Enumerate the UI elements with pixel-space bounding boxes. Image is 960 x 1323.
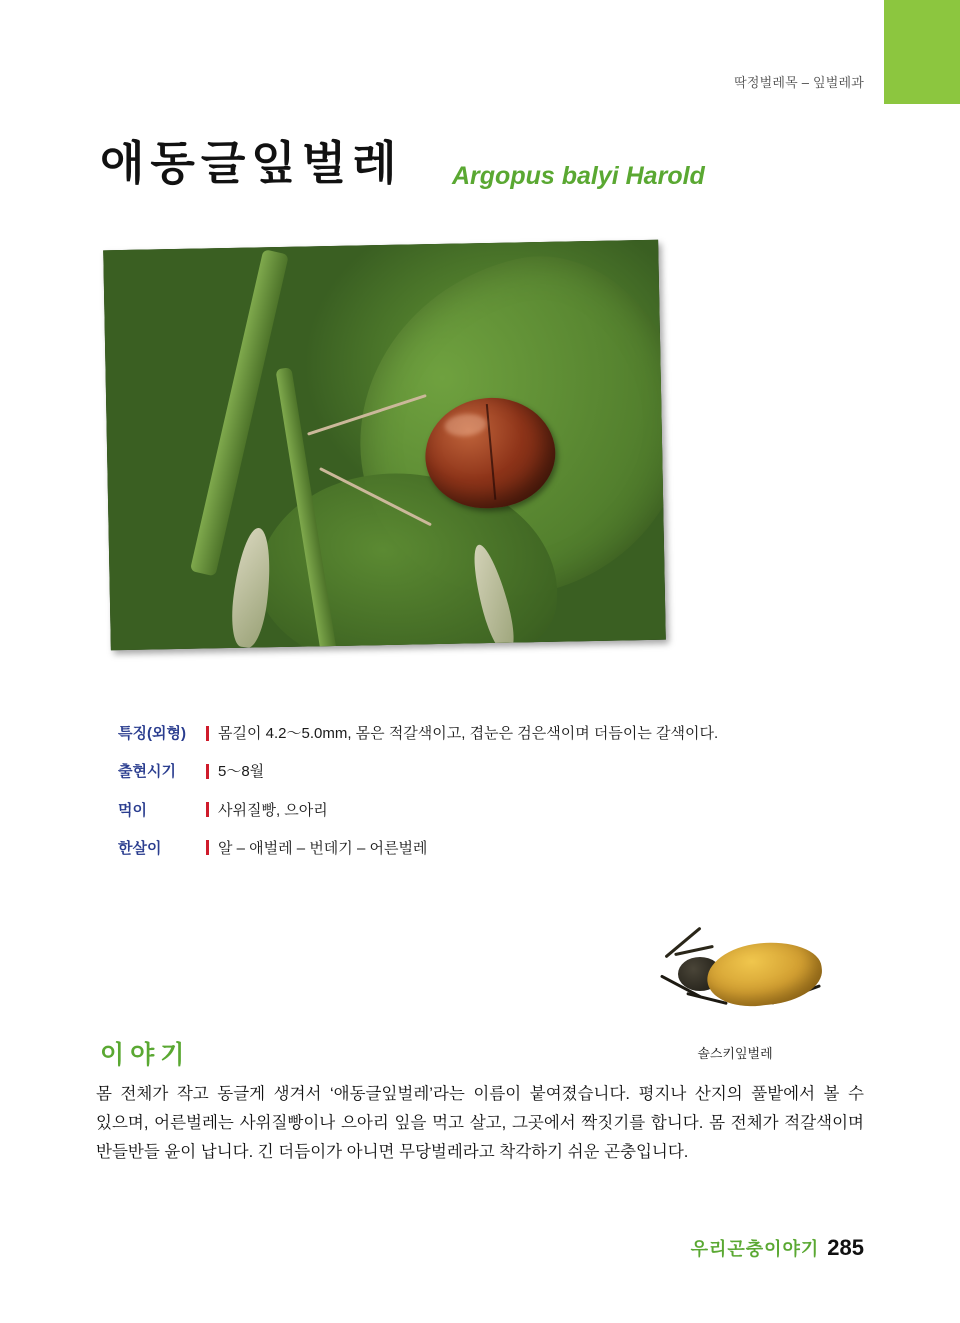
spec-value: 몸길이 4.2〜5.0mm, 몸은 적갈색이고, 겹눈은 검은색이며 더듬이는 갈색이다. (218, 725, 719, 742)
spec-list (118, 722, 918, 875)
title-scientific-name: Argopus balyi Harold (452, 162, 705, 190)
spec-value: 사위질빵, 으아리 (218, 801, 328, 819)
elytra-seam (486, 404, 497, 500)
footer-logo: 우리곤충이야기 (690, 1239, 820, 1259)
spec-row (118, 799, 918, 821)
spec-divider (206, 802, 209, 817)
shell-highlight (444, 412, 488, 438)
spec-value: 알 – 애벌레 – 번데기 – 어른벌레 (218, 839, 428, 857)
spec-label: 출현시기 (118, 763, 176, 781)
spec-value: 5〜8월 (218, 763, 265, 781)
spec-row (118, 760, 918, 782)
title-korean: 애동글잎벌레 (100, 137, 403, 189)
main-photo (103, 240, 666, 651)
secondary-photo (610, 905, 860, 1061)
secondary-photo-caption: 솔스키잎벌레 (697, 1046, 773, 1061)
secondary-beetle (652, 935, 822, 1015)
spec-row (118, 722, 918, 744)
page-title (100, 137, 880, 210)
spec-label: 한살이 (118, 839, 162, 857)
spec-row (118, 837, 918, 859)
header-color-tab (884, 0, 960, 104)
page-number: 285 (827, 1235, 864, 1260)
page-footer (691, 1235, 864, 1261)
story-heading: 이야기 (100, 1041, 191, 1069)
story-body: 몸 전체가 작고 동글게 생겨서 ‘애동글잎벌레’라는 이름이 붙여졌습니다. 평지나 산지의 풀밭에서 볼 수 있으며, 어른벌레는 사위질빵이나 으아리 잎을 먹고 살고, 그곳에서 짝짓기를 합니다. 몸 전체가 적갈색이며 반들반들 윤이 납니다. 긴 더듬이가 아니면 무당벌레라고 착각하기 쉬운 곤충입니다. (96, 1085, 864, 1161)
spec-divider (206, 764, 209, 779)
breadcrumb: 딱정벌레목 – 잎벌레과 (734, 75, 864, 90)
spec-divider (206, 726, 209, 741)
secondary-beetle-body (704, 937, 825, 1011)
spec-label: 먹이 (118, 801, 147, 819)
spec-label: 특징(외형) (118, 725, 186, 742)
spec-divider (206, 840, 209, 855)
